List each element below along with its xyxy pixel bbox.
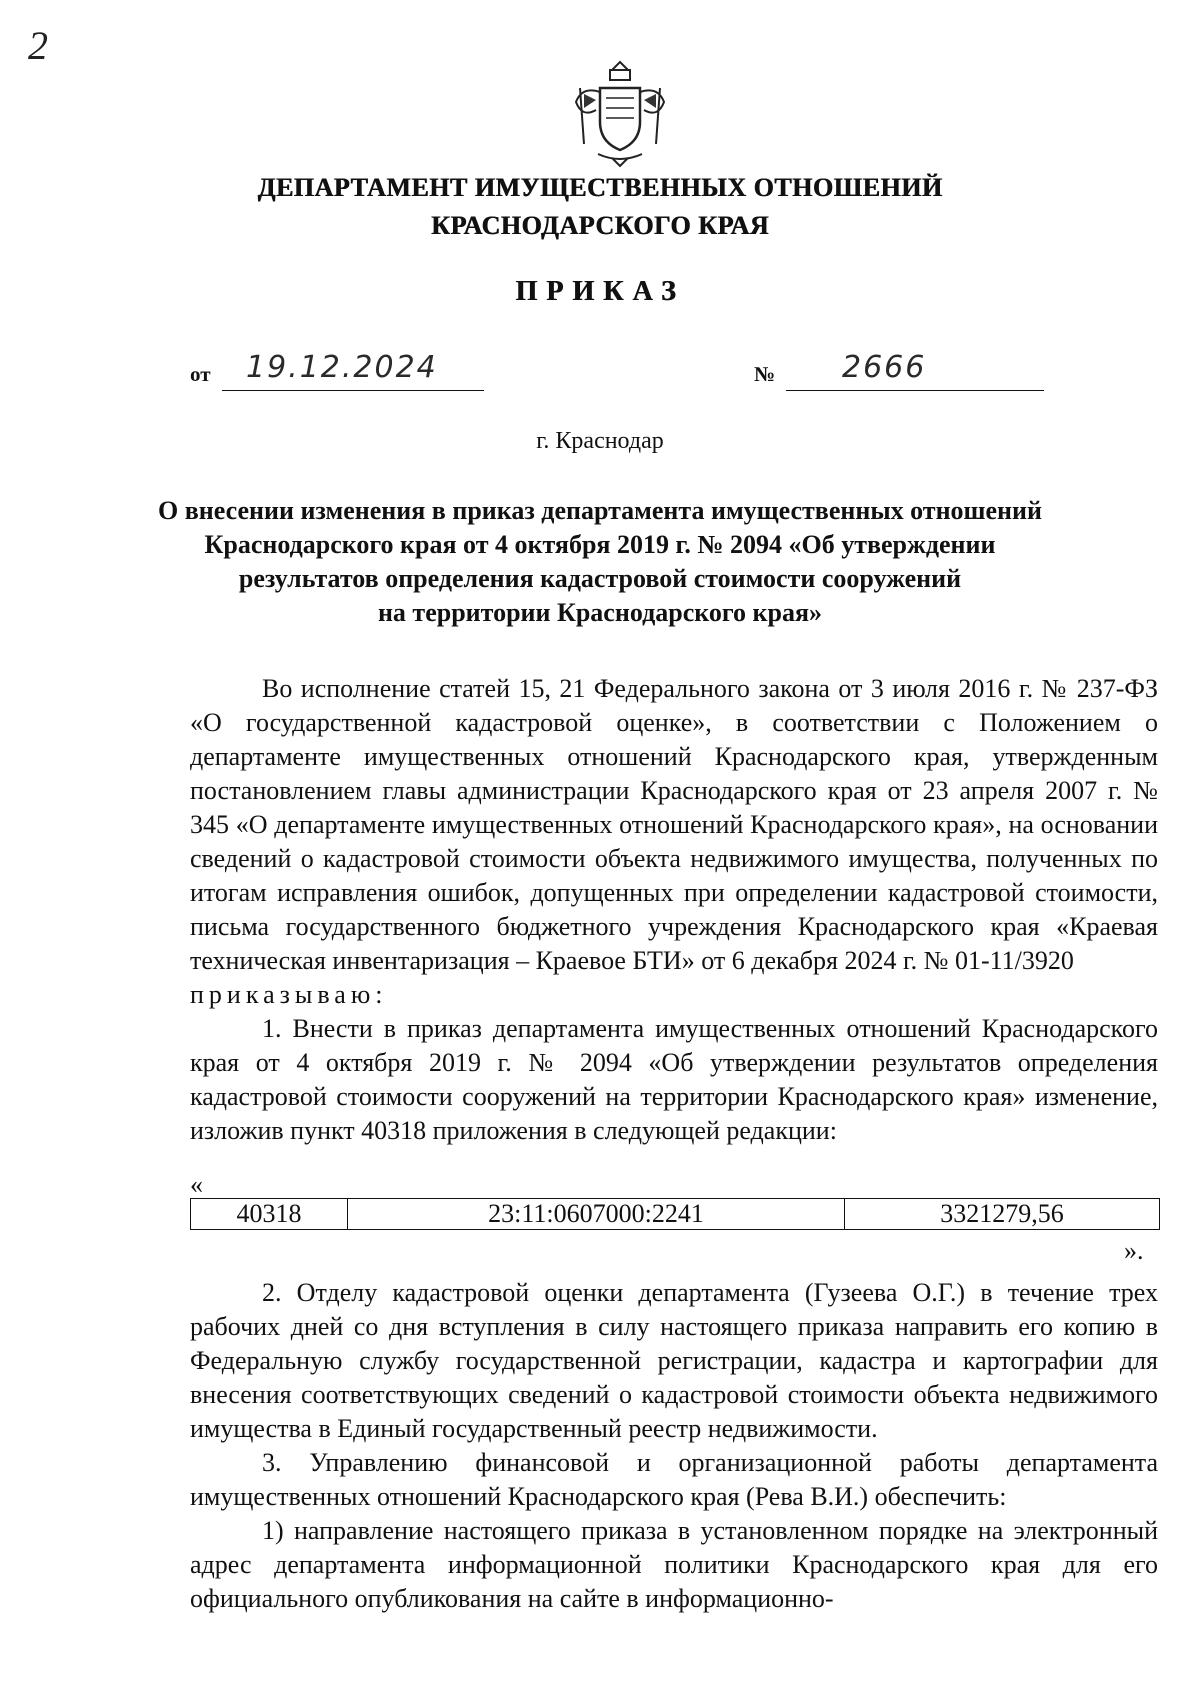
cadastral-value-cell: 3321279,56: [845, 1199, 1160, 1230]
table-row: [191, 1199, 1160, 1230]
date-underline: [222, 390, 484, 391]
number-label: №: [754, 362, 776, 386]
item-number-cell: 40318: [191, 1199, 348, 1230]
item-1-paragraph: 1. Внести в приказ департамента имущественных отношений Краснодарского края от 4 октября 2019 г. № 2094 «Об утверждении результатов определения кадастровой стоимости сооружений на территории Краснодарского края» изменение, изложив пункт 40318 приложения в следующей редакции:: [190, 1014, 1158, 1145]
handwritten-page-mark: 2: [28, 23, 48, 68]
subject-line: результатов определения кадастровой стоимости сооружений: [238, 564, 962, 593]
subject-line: на территории Краснодарского края»: [377, 598, 823, 627]
item-3-paragraph: 3. Управлению финансовой и организационной работы департамента имущественных отношений Краснодарского края (Рева В.И.) обеспечить:: [190, 1448, 1158, 1511]
preamble-paragraph: Во исполнение статей 15, 21 Федерального закона от 3 июля 2016 г. № 237-ФЗ «О государственной кадастровой оценке», в соответствии с Положением о департаменте имущественных отношений Краснодарского края, утвержденным постановлением главы администрации Краснодарского края от 23 апреля 2007 г. № 345 «О департаменте имущественных отношений Краснодарского края», на основании сведений о кадастровой стоимости объекта недвижимого имущества, полученных по итогам исправления ошибок, допущенных при определении кадастровой стоимости, письма государственного бюджетного учреждения Краснодарского края «Краевая техническая инвентаризация – Краевое БТИ» от 6 декабря 2024 г. № 01-11/3920: [190, 674, 1158, 975]
order-word: приказываю:: [190, 980, 388, 1009]
date-label: от: [190, 362, 211, 386]
department-name-line2: КРАСНОДАРСКОГО КРАЯ: [431, 211, 769, 240]
preamble-block: [190, 672, 1158, 1148]
order-number-value: 2666: [842, 350, 927, 385]
quote-close-mark: ».: [1124, 1236, 1144, 1265]
number-underline: [786, 390, 1044, 391]
order-subject: [130, 494, 1070, 630]
subject-line: О внесении изменения в приказ департамента имущественных отношений: [158, 496, 1042, 525]
items-block: [190, 1276, 1158, 1616]
coat-of-arms-emblem-icon: [570, 58, 670, 168]
document-type-title: ПРИКАЗ: [515, 276, 685, 307]
subject-line: Краснодарского края от 4 октября 2019 г. № 2094 «Об утверждении: [204, 530, 996, 559]
cadastral-item-table: [190, 1198, 1160, 1230]
item-2-paragraph: 2. Отделу кадастровой оценки департамента (Гузеева О.Г.) в течение трех рабочих дней со дня вступления в силу настоящего приказа направить его копию в Федеральную службу государственной регистрации, кадастра и картографии для внесения соответствующих сведений о кадастровой стоимости объекта недвижимого имущества в Единый государственный реестр недвижимости.: [190, 1278, 1158, 1443]
quote-open-mark: «: [190, 1170, 203, 1199]
date-value: 19.12.2024: [246, 350, 438, 385]
cadastral-number-cell: 23:11:0607000:2241: [348, 1199, 845, 1230]
item-3-1-paragraph: 1) направление настоящего приказа в установленном порядке на электронный адрес департамента информационной политики Краснодарского края для его официального опубликования на сайте в информационно-: [190, 1516, 1158, 1613]
department-name-line1: ДЕПАРТАМЕНТ ИМУЩЕСТВЕННЫХ ОТНОШЕНИЙ: [257, 173, 943, 202]
city-name: г. Краснодар: [536, 428, 664, 454]
